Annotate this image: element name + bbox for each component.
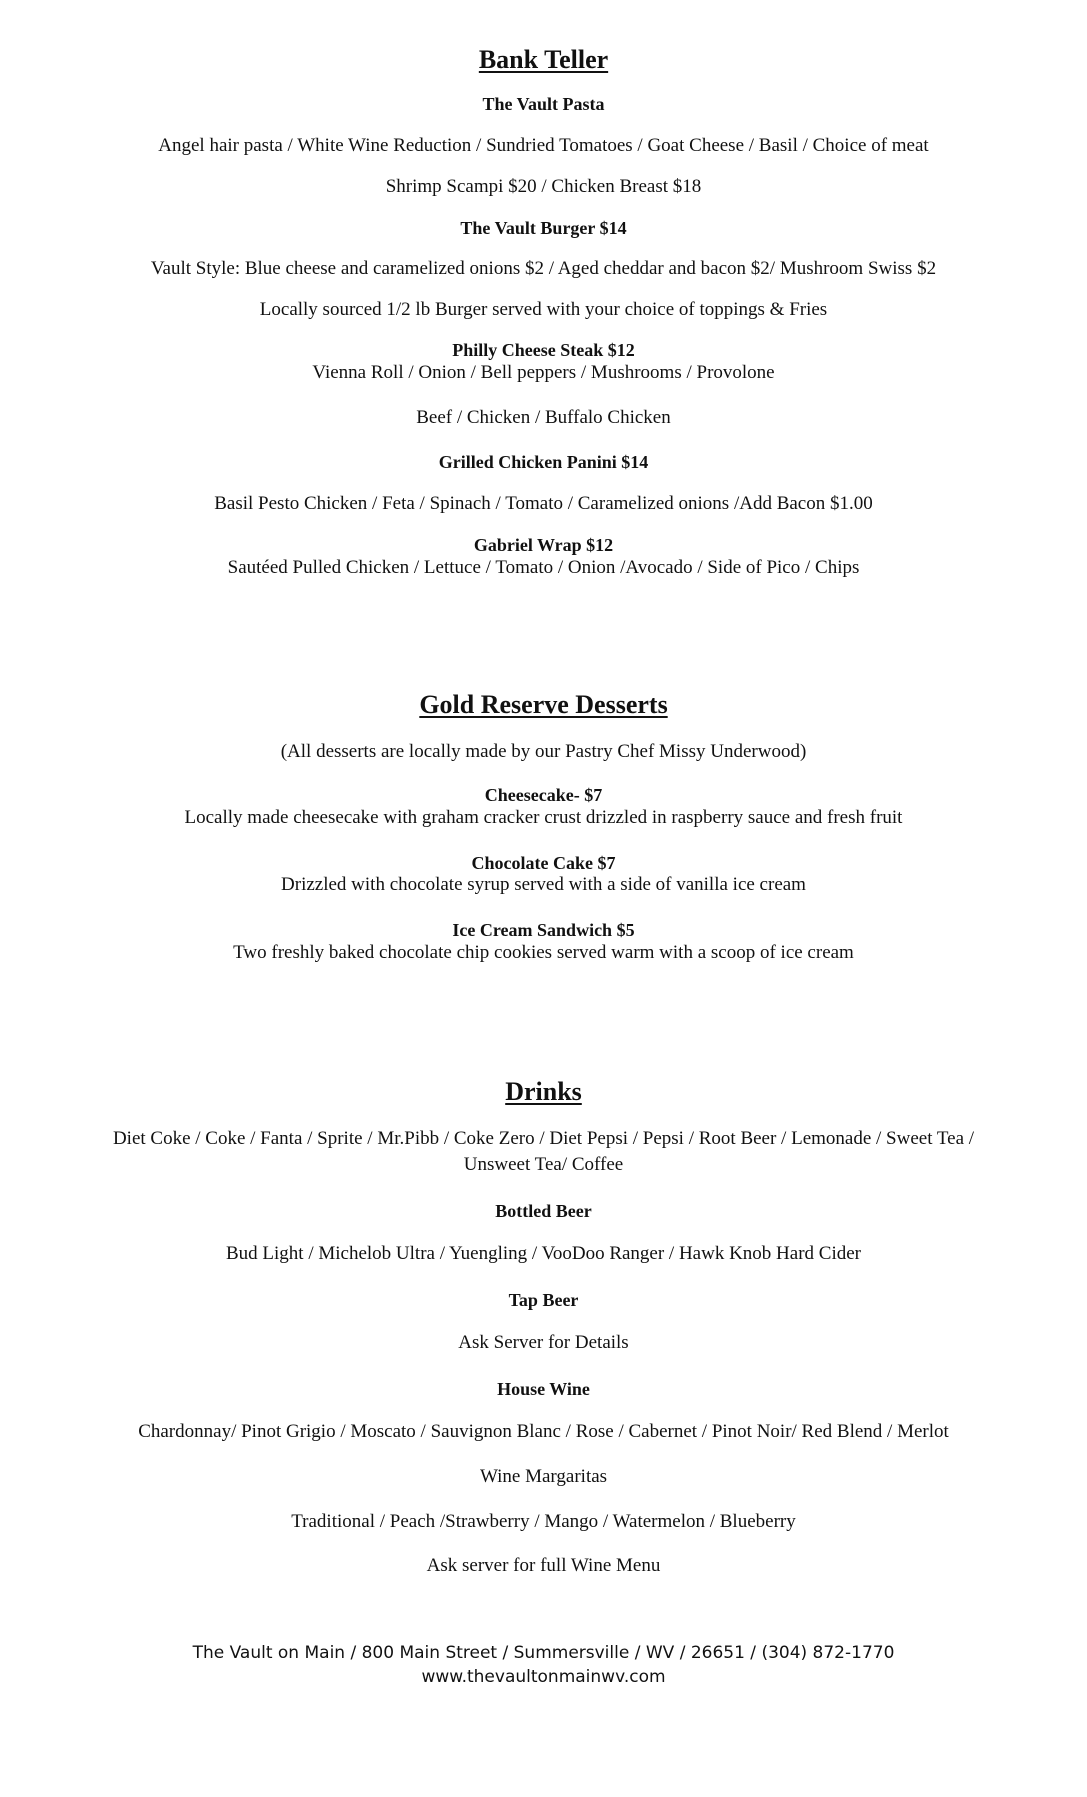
item-name-vault-burger: The Vault Burger $14 xyxy=(460,218,627,238)
item-desc-chocolate-cake: Drizzled with chocolate syrup served with a side of vanilla ice cream xyxy=(281,874,806,895)
item-desc-panini: Basil Pesto Chicken / Feta / Spinach / Tomato / Caramelized onions /Add Bacon $1.00 xyxy=(214,493,873,514)
item-desc-philly: Vienna Roll / Onion / Bell peppers / Mushrooms / Provolone xyxy=(312,362,775,383)
desserts-note: (All desserts are locally made by our Pastry Chef Missy Underwood) xyxy=(280,741,807,762)
item-name-cheesecake: Cheesecake- $7 xyxy=(484,785,603,805)
item-name-tap-beer: Tap Beer xyxy=(508,1290,579,1310)
tap-beer-note: Ask Server for Details xyxy=(458,1332,629,1353)
section-title-drinks: Drinks xyxy=(505,1077,582,1106)
wine-menu-note: Ask server for full Wine Menu xyxy=(426,1555,661,1576)
item-name-panini: Grilled Chicken Panini $14 xyxy=(438,452,649,472)
drinks-sodas-line-1: Diet Coke / Coke / Fanta / Sprite / Mr.Pibb / Coke Zero / Diet Pepsi / Pepsi / Root Beer / Lemonade / Sweet Tea / xyxy=(112,1128,975,1149)
footer-address: The Vault on Main / 800 Main Street / Summersville / WV / 26651 / (304) 872-1770 xyxy=(192,1643,895,1663)
item-desc-vault-pasta: Angel hair pasta / White Wine Reduction / Sundried Tomatoes / Goat Cheese / Basil / Choice of meat xyxy=(158,135,929,156)
wine-margaritas-title: Wine Margaritas xyxy=(479,1466,608,1487)
item-name-vault-pasta: The Vault Pasta xyxy=(482,94,605,114)
house-wine-list: Chardonnay/ Pinot Grigio / Moscato / Sauvignon Blanc / Rose / Cabernet / Pinot Noir/ Red Blend / Merlot xyxy=(138,1421,949,1442)
item-name-chocolate-cake: Chocolate Cake $7 xyxy=(471,853,616,873)
item-name-wrap: Gabriel Wrap $12 xyxy=(473,535,614,555)
item-name-house-wine: House Wine xyxy=(497,1379,590,1399)
wine-margaritas-flavors: Traditional / Peach /Strawberry / Mango / Watermelon / Blueberry xyxy=(291,1511,796,1532)
item-desc-ice-cream-sandwich: Two freshly baked chocolate chip cookies served warm with a scoop of ice cream xyxy=(233,942,854,963)
drinks-sodas-line-2: Unsweet Tea/ Coffee xyxy=(463,1154,624,1175)
item-style-vault-burger: Vault Style: Blue cheese and caramelized onions $2 / Aged cheddar and bacon $2/ Mushroom Swiss $2 xyxy=(150,258,937,279)
item-prices-vault-pasta: Shrimp Scampi $20 / Chicken Breast $18 xyxy=(385,176,702,197)
section-title-desserts: Gold Reserve Desserts xyxy=(419,690,668,719)
item-name-ice-cream-sandwich: Ice Cream Sandwich $5 xyxy=(452,920,635,940)
bottled-beer-list: Bud Light / Michelob Ultra / Yuengling / VooDoo Ranger / Hawk Knob Hard Cider xyxy=(225,1243,861,1264)
item-name-philly: Philly Cheese Steak $12 xyxy=(452,340,635,360)
footer-website: www.thevaultonmainwv.com xyxy=(421,1667,666,1687)
item-name-bottled-beer: Bottled Beer xyxy=(495,1201,592,1221)
item-desc-cheesecake: Locally made cheesecake with graham cracker crust drizzled in raspberry sauce and fresh fruit xyxy=(184,807,903,828)
section-title-bank-teller: Bank Teller xyxy=(478,45,609,74)
item-desc-wrap: Sautéed Pulled Chicken / Lettuce / Tomato / Onion /Avocado / Side of Pico / Chips xyxy=(227,557,860,578)
item-options-philly: Beef / Chicken / Buffalo Chicken xyxy=(416,407,671,428)
item-desc-vault-burger: Locally sourced 1/2 lb Burger served with your choice of toppings & Fries xyxy=(259,299,828,320)
